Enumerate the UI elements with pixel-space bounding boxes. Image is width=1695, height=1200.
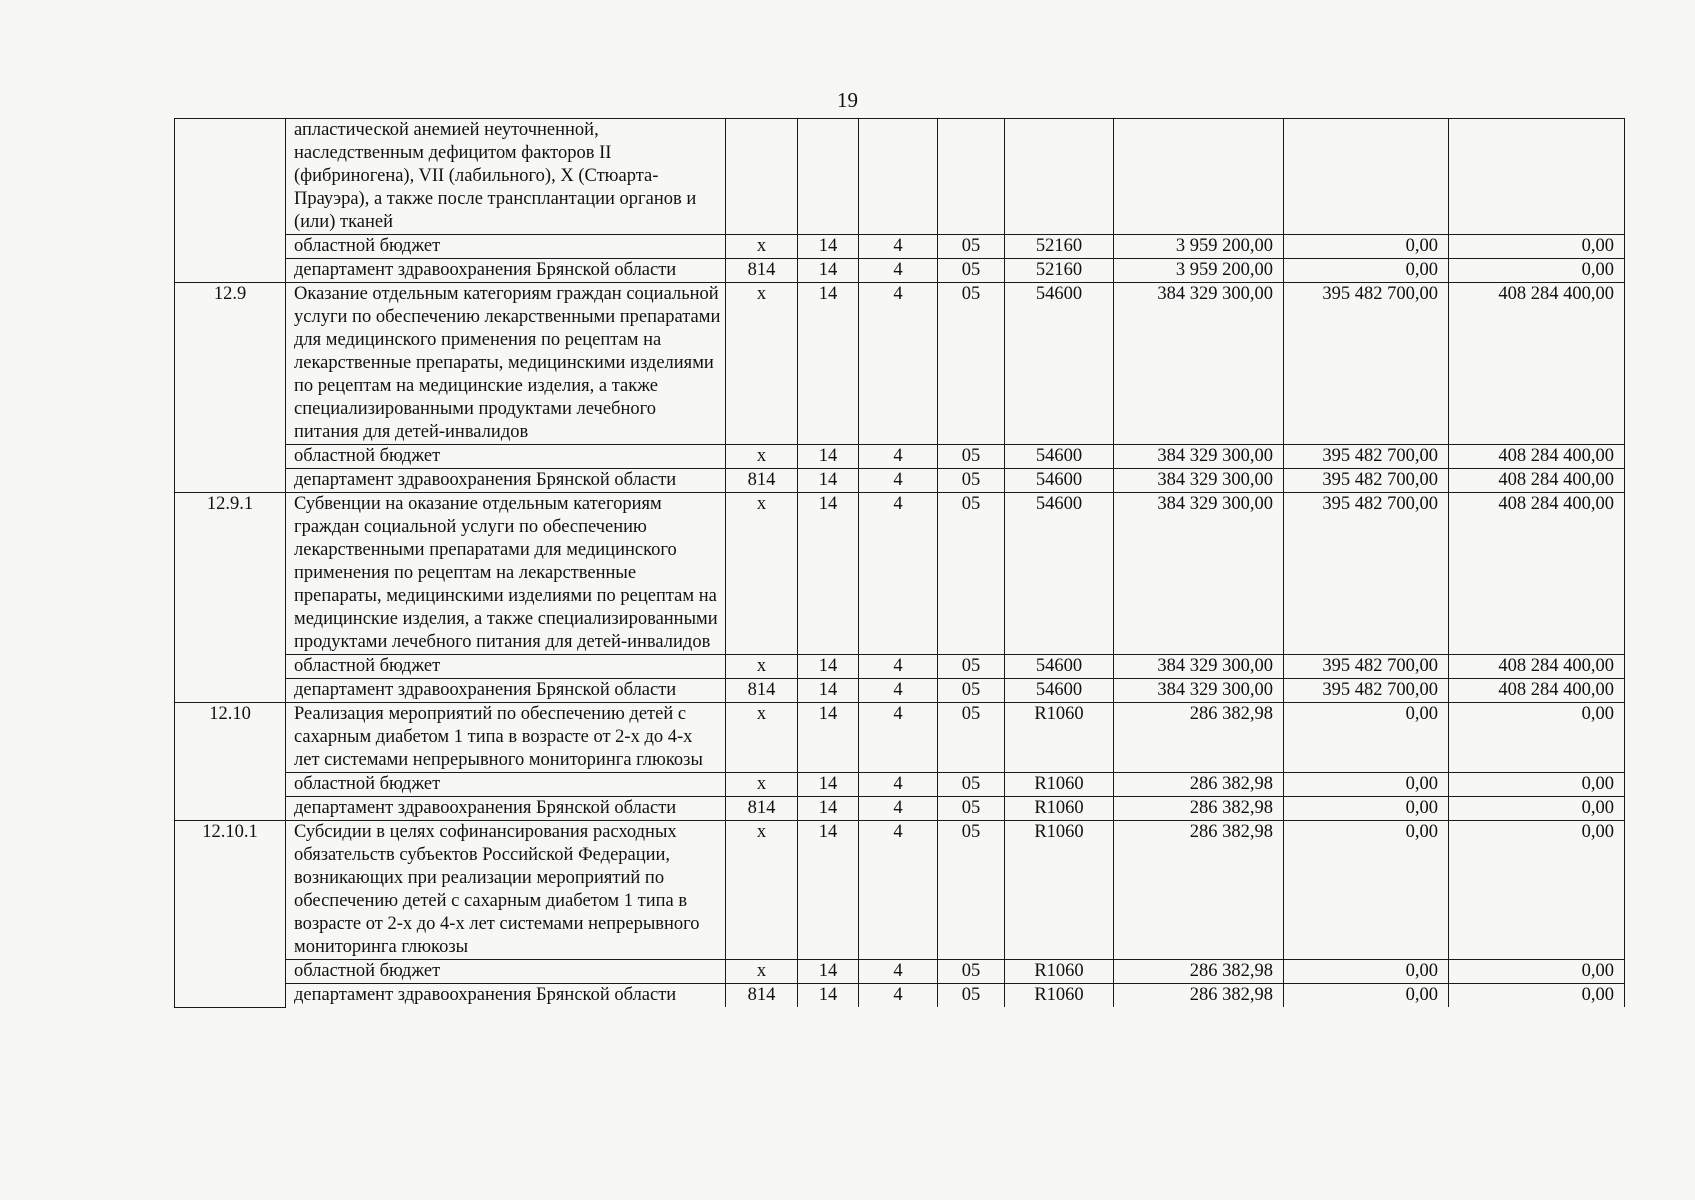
- table-body: [175, 119, 1625, 1008]
- rz-cell: 14: [798, 469, 859, 493]
- row-number: 12.10: [175, 703, 286, 821]
- table-row: [175, 119, 1625, 235]
- pr-cell: [859, 119, 938, 235]
- rz-cell: 14: [798, 259, 859, 283]
- grbs-cell: х: [726, 445, 798, 469]
- pr-cell: 4: [859, 235, 938, 259]
- cs-direction-cell: R1060: [1005, 821, 1114, 960]
- grbs-cell: х: [726, 655, 798, 679]
- cs-program-cell: 05: [938, 493, 1005, 655]
- cs-program-cell: 05: [938, 679, 1005, 703]
- pr-cell: 4: [859, 259, 938, 283]
- row-name: Реализация мероприятий по обеспечению детей с сахарным диабетом 1 типа в возрасте от 2-х до 4-х лет системами непрерывного мониторинга глюкозы: [286, 703, 726, 773]
- amount-year1-cell: 384 329 300,00: [1114, 445, 1284, 469]
- budget-table: [174, 118, 1625, 1008]
- row-name: апластической анемией неуточненной, наследственным дефицитом факторов II (фибриногена), VII (лабильного), X (Стюарта-Прауэра), а также после трансплантации органов и (или) тканей: [286, 119, 726, 235]
- amount-year3-cell: [1449, 119, 1625, 235]
- cs-program-cell: 05: [938, 984, 1005, 1008]
- amount-year1-cell: 286 382,98: [1114, 821, 1284, 960]
- amount-year1-cell: 3 959 200,00: [1114, 259, 1284, 283]
- cs-direction-cell: R1060: [1005, 984, 1114, 1008]
- grbs-cell: 814: [726, 797, 798, 821]
- cs-direction-cell: 54600: [1005, 445, 1114, 469]
- amount-year1-cell: 384 329 300,00: [1114, 679, 1284, 703]
- cs-program-cell: 05: [938, 821, 1005, 960]
- pr-cell: 4: [859, 703, 938, 773]
- row-name: Субсидии в целях софинансирования расходных обязательств субъектов Российской Федерации, возникающих при реализации мероприятий по обеспечению детей с сахарным диабетом 1 типа в возрасте от 2-х до 4-х лет системами непрерывного мониторинга глюкозы: [286, 821, 726, 960]
- cs-program-cell: 05: [938, 655, 1005, 679]
- amount-year2-cell: 395 482 700,00: [1284, 493, 1449, 655]
- cs-program-cell: 05: [938, 259, 1005, 283]
- cs-direction-cell: 54600: [1005, 283, 1114, 445]
- table-row: [175, 821, 1625, 960]
- rz-cell: 14: [798, 679, 859, 703]
- table-row: [175, 259, 1625, 283]
- table-row: [175, 469, 1625, 493]
- row-name: департамент здравоохранения Брянской области: [286, 469, 726, 493]
- amount-year1-cell: 286 382,98: [1114, 703, 1284, 773]
- table-row: [175, 703, 1625, 773]
- cs-program-cell: [938, 119, 1005, 235]
- amount-year1-cell: 384 329 300,00: [1114, 493, 1284, 655]
- grbs-cell: 814: [726, 469, 798, 493]
- table-row: [175, 445, 1625, 469]
- amount-year3-cell: 0,00: [1449, 984, 1625, 1008]
- row-name: областной бюджет: [286, 655, 726, 679]
- row-name: областной бюджет: [286, 773, 726, 797]
- amount-year3-cell: 0,00: [1449, 259, 1625, 283]
- cs-direction-cell: R1060: [1005, 703, 1114, 773]
- pr-cell: 4: [859, 797, 938, 821]
- pr-cell: 4: [859, 283, 938, 445]
- table-row: [175, 235, 1625, 259]
- amount-year1-cell: 384 329 300,00: [1114, 283, 1284, 445]
- pr-cell: 4: [859, 469, 938, 493]
- row-name: Субвенции на оказание отдельным категориям граждан социальной услуги по обеспечению лекарственными препаратами для медицинского применения по рецептам на лекарственные препараты, медицинскими изделиями по рецептам на медицинские изделия, а также специализированными продуктами лечебного питания для детей-инвалидов: [286, 493, 726, 655]
- grbs-cell: х: [726, 960, 798, 984]
- rz-cell: 14: [798, 283, 859, 445]
- table-row: [175, 984, 1625, 1008]
- table-row: [175, 493, 1625, 655]
- amount-year3-cell: 0,00: [1449, 235, 1625, 259]
- pr-cell: 4: [859, 493, 938, 655]
- rz-cell: 14: [798, 773, 859, 797]
- amount-year2-cell: 395 482 700,00: [1284, 445, 1449, 469]
- amount-year2-cell: 0,00: [1284, 703, 1449, 773]
- cs-program-cell: 05: [938, 960, 1005, 984]
- amount-year1-cell: 286 382,98: [1114, 773, 1284, 797]
- grbs-cell: х: [726, 493, 798, 655]
- cs-direction-cell: 54600: [1005, 493, 1114, 655]
- amount-year1-cell: 384 329 300,00: [1114, 469, 1284, 493]
- rz-cell: [798, 119, 859, 235]
- pr-cell: 4: [859, 773, 938, 797]
- pr-cell: 4: [859, 679, 938, 703]
- amount-year3-cell: 0,00: [1449, 703, 1625, 773]
- grbs-cell: [726, 119, 798, 235]
- amount-year2-cell: 395 482 700,00: [1284, 655, 1449, 679]
- rz-cell: 14: [798, 445, 859, 469]
- rz-cell: 14: [798, 655, 859, 679]
- amount-year3-cell: 0,00: [1449, 773, 1625, 797]
- grbs-cell: х: [726, 703, 798, 773]
- cs-direction-cell: 54600: [1005, 679, 1114, 703]
- cs-program-cell: 05: [938, 283, 1005, 445]
- cs-program-cell: 05: [938, 469, 1005, 493]
- amount-year2-cell: 395 482 700,00: [1284, 469, 1449, 493]
- amount-year2-cell: 395 482 700,00: [1284, 283, 1449, 445]
- row-name: Оказание отдельным категориям граждан социальной услуги по обеспечению лекарственными препаратами для медицинского применения по рецептам на лекарственные препараты, медицинскими изделиями по рецептам на медицинские изделия, а также специализированными продуктами лечебного питания для детей-инвалидов: [286, 283, 726, 445]
- rz-cell: 14: [798, 797, 859, 821]
- cs-program-cell: 05: [938, 445, 1005, 469]
- grbs-cell: 814: [726, 259, 798, 283]
- row-number: [175, 119, 286, 283]
- amount-year3-cell: 0,00: [1449, 797, 1625, 821]
- amount-year3-cell: 0,00: [1449, 960, 1625, 984]
- amount-year1-cell: 286 382,98: [1114, 797, 1284, 821]
- table-row: [175, 773, 1625, 797]
- row-name: департамент здравоохранения Брянской области: [286, 679, 726, 703]
- cs-program-cell: 05: [938, 797, 1005, 821]
- grbs-cell: 814: [726, 679, 798, 703]
- amount-year3-cell: 408 284 400,00: [1449, 283, 1625, 445]
- amount-year1-cell: 384 329 300,00: [1114, 655, 1284, 679]
- grbs-cell: х: [726, 235, 798, 259]
- amount-year1-cell: 286 382,98: [1114, 960, 1284, 984]
- rz-cell: 14: [798, 984, 859, 1008]
- row-name: департамент здравоохранения Брянской области: [286, 797, 726, 821]
- amount-year2-cell: 0,00: [1284, 259, 1449, 283]
- cs-program-cell: 05: [938, 773, 1005, 797]
- pr-cell: 4: [859, 655, 938, 679]
- amount-year2-cell: 0,00: [1284, 960, 1449, 984]
- amount-year2-cell: 0,00: [1284, 984, 1449, 1008]
- amount-year3-cell: 0,00: [1449, 821, 1625, 960]
- amount-year2-cell: 0,00: [1284, 235, 1449, 259]
- row-number: 12.9.1: [175, 493, 286, 703]
- row-name: департамент здравоохранения Брянской области: [286, 259, 726, 283]
- pr-cell: 4: [859, 821, 938, 960]
- cs-direction-cell: 52160: [1005, 259, 1114, 283]
- rz-cell: 14: [798, 493, 859, 655]
- amount-year1-cell: 286 382,98: [1114, 984, 1284, 1008]
- cs-direction-cell: R1060: [1005, 797, 1114, 821]
- rz-cell: 14: [798, 703, 859, 773]
- pr-cell: 4: [859, 445, 938, 469]
- table-row: [175, 655, 1625, 679]
- rz-cell: 14: [798, 960, 859, 984]
- amount-year3-cell: 408 284 400,00: [1449, 655, 1625, 679]
- amount-year3-cell: 408 284 400,00: [1449, 469, 1625, 493]
- rz-cell: 14: [798, 821, 859, 960]
- amount-year1-cell: [1114, 119, 1284, 235]
- grbs-cell: х: [726, 773, 798, 797]
- row-number: 12.10.1: [175, 821, 286, 1008]
- amount-year2-cell: 395 482 700,00: [1284, 679, 1449, 703]
- cs-direction-cell: 54600: [1005, 469, 1114, 493]
- amount-year2-cell: 0,00: [1284, 773, 1449, 797]
- cs-direction-cell: 54600: [1005, 655, 1114, 679]
- cs-direction-cell: R1060: [1005, 960, 1114, 984]
- grbs-cell: х: [726, 821, 798, 960]
- cs-program-cell: 05: [938, 703, 1005, 773]
- pr-cell: 4: [859, 960, 938, 984]
- amount-year2-cell: [1284, 119, 1449, 235]
- amount-year3-cell: 408 284 400,00: [1449, 679, 1625, 703]
- row-name: департамент здравоохранения Брянской области: [286, 984, 726, 1008]
- amount-year3-cell: 408 284 400,00: [1449, 445, 1625, 469]
- row-name: областной бюджет: [286, 960, 726, 984]
- table-row: [175, 283, 1625, 445]
- pr-cell: 4: [859, 984, 938, 1008]
- rz-cell: 14: [798, 235, 859, 259]
- amount-year1-cell: 3 959 200,00: [1114, 235, 1284, 259]
- table-row: [175, 797, 1625, 821]
- table-row: [175, 960, 1625, 984]
- cs-direction-cell: R1060: [1005, 773, 1114, 797]
- amount-year3-cell: 408 284 400,00: [1449, 493, 1625, 655]
- grbs-cell: 814: [726, 984, 798, 1008]
- cs-program-cell: 05: [938, 235, 1005, 259]
- page-number: 19: [837, 88, 858, 112]
- amount-year2-cell: 0,00: [1284, 821, 1449, 960]
- row-name: областной бюджет: [286, 235, 726, 259]
- table-row: [175, 679, 1625, 703]
- grbs-cell: х: [726, 283, 798, 445]
- row-name: областной бюджет: [286, 445, 726, 469]
- cs-direction-cell: [1005, 119, 1114, 235]
- cs-direction-cell: 52160: [1005, 235, 1114, 259]
- amount-year2-cell: 0,00: [1284, 797, 1449, 821]
- row-number: 12.9: [175, 283, 286, 493]
